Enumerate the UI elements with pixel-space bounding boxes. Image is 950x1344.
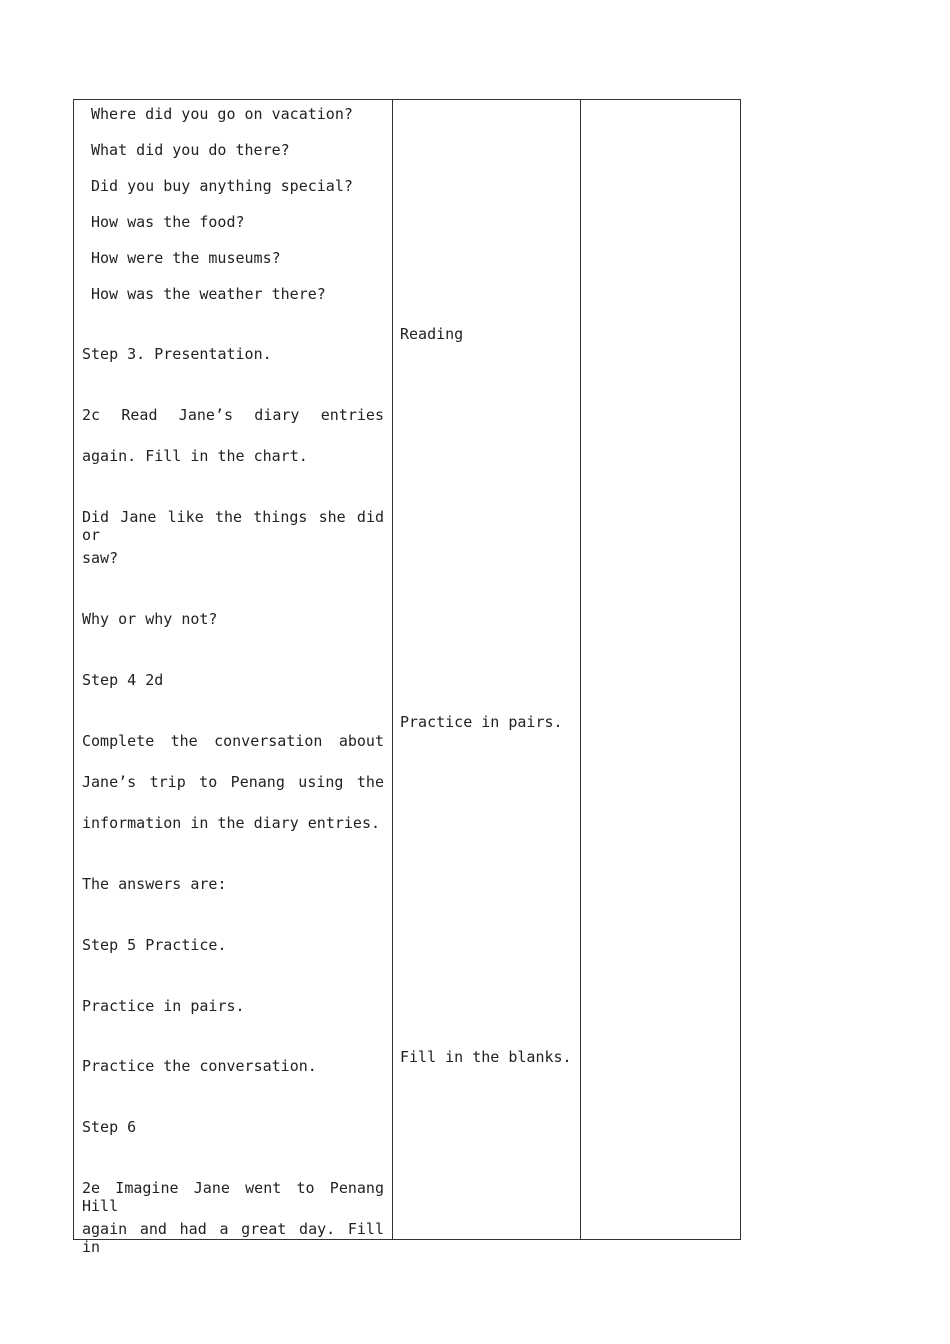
question-like-line: saw? bbox=[82, 549, 119, 567]
question-weather: How was the weather there? bbox=[91, 285, 326, 303]
question-why: Why or why not? bbox=[82, 610, 218, 628]
step-6-heading: Step 6 bbox=[82, 1118, 137, 1136]
task-2c-line: 2c Read Jane’s diary entries bbox=[82, 406, 384, 424]
question-food: How was the food? bbox=[91, 213, 245, 231]
task-2e-line: 2e Imagine Jane went to Penang Hill bbox=[82, 1179, 384, 1215]
activity-practice-pairs: Practice in pairs. bbox=[400, 713, 563, 731]
question-like-line: Did Jane like the things she did or bbox=[82, 508, 384, 544]
question-vacation: Where did you go on vacation? bbox=[91, 105, 353, 123]
answers-label: The answers are: bbox=[82, 875, 227, 893]
task-2d-line: Complete the conversation about bbox=[82, 732, 384, 750]
activity-reading: Reading bbox=[400, 325, 464, 343]
task-2c-line: again. Fill in the chart. bbox=[82, 447, 308, 465]
question-activities: What did you do there? bbox=[91, 141, 290, 159]
lesson-table bbox=[73, 99, 741, 1256]
practice-conversation-text: Practice the conversation. bbox=[82, 1057, 317, 1075]
task-2d-line: information in the diary entries. bbox=[82, 814, 381, 832]
step-4-heading: Step 4 2d bbox=[82, 671, 164, 689]
activity-fill-blanks: Fill in the blanks. bbox=[400, 1048, 572, 1066]
task-2d-line: Jane’s trip to Penang using the bbox=[82, 773, 384, 791]
question-shopping: Did you buy anything special? bbox=[91, 177, 353, 195]
step-3-heading: Step 3. Presentation. bbox=[82, 345, 272, 363]
practice-pairs-text: Practice in pairs. bbox=[82, 997, 245, 1015]
task-2e-line: again and had a great day. Fill in bbox=[82, 1220, 384, 1256]
question-museums: How were the museums? bbox=[91, 249, 281, 267]
step-5-heading: Step 5 Practice. bbox=[82, 936, 227, 954]
column-divider bbox=[392, 100, 393, 1239]
column-divider bbox=[580, 100, 581, 1239]
